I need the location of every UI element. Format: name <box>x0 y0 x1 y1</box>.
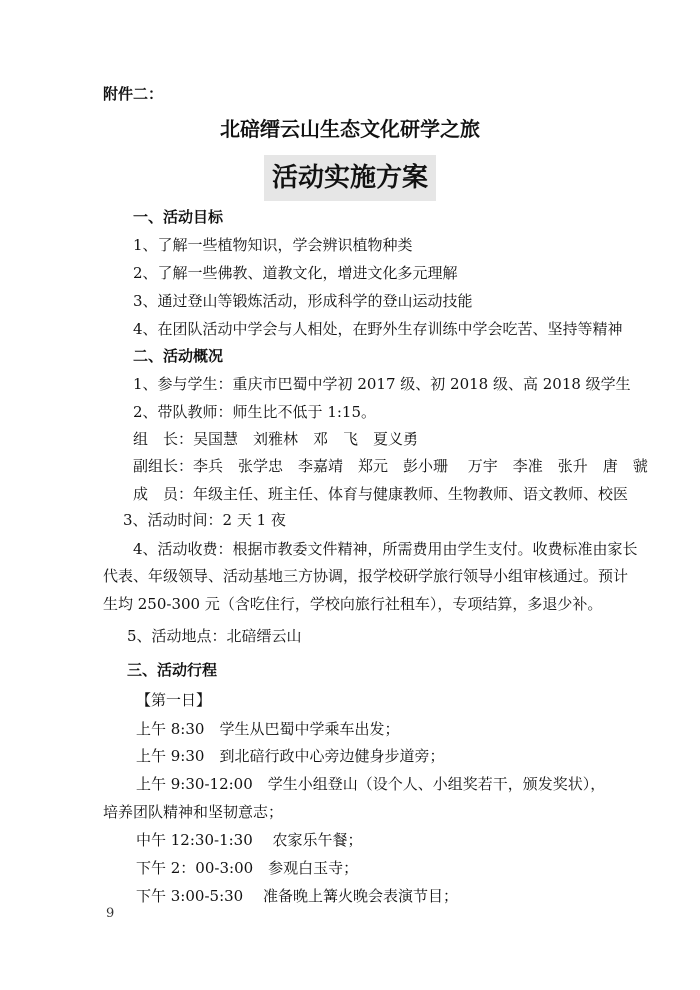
goal-item: 2、了解一些佛教、道教文化，增进文化多元理解 <box>133 264 458 282</box>
section-heading-overview: 二、活动概况 <box>133 347 224 365</box>
overview-leader: 组 长：吴国慧 刘雅林 邓 飞 夏义勇 <box>133 430 419 448</box>
overview-fee-line: 4、活动收费：根据市教委文件精神，所需费用由学生支付。收费标准由家长 <box>133 540 638 558</box>
overview-teachers: 2、带队教师：师生比不低于 1:15。 <box>133 403 376 421</box>
attachment-label: 附件二： <box>103 85 164 103</box>
itinerary-day-label: 【第一日】 <box>136 691 212 709</box>
itinerary-item: 中午 12:30-1:30 农家乐午餐； <box>136 831 363 849</box>
itinerary-item: 下午 3:00-5:30 准备晚上篝火晚会表演节目； <box>136 887 458 905</box>
itinerary-item: 下午 2：00-3:00 参观白玉寺； <box>136 859 359 877</box>
overview-vice-leader: 副组长：李兵 张学忠 李嘉靖 郑元 彭小珊 万宇 李准 张升 唐 虢 <box>133 457 648 475</box>
itinerary-item: 上午 9:30 到北碚行政中心旁边健身步道旁； <box>136 747 445 765</box>
itinerary-item: 上午 9:30-12:00 学生小组登山（设个人、小组奖若干，颁发奖状）， <box>136 775 606 793</box>
itinerary-item: 上午 8:30 学生从巴蜀中学乘车出发； <box>136 720 400 738</box>
overview-time: 3、活动时间：2 天 1 夜 <box>123 511 286 529</box>
overview-participants: 1、参与学生：重庆市巴蜀中学初 2017 级、初 2018 级、高 2018 级学生 <box>133 375 631 393</box>
itinerary-item: 培养团队精神和坚韧意志； <box>103 803 284 821</box>
overview-location: 5、活动地点：北碚缙云山 <box>127 627 302 645</box>
section-heading-goals: 一、活动目标 <box>133 208 224 226</box>
goal-item: 1、了解一些植物知识，学会辨识植物种类 <box>133 236 413 254</box>
overview-members: 成 员：年级主任、班主任、体育与健康教师、生物教师、语文教师、校医 <box>133 485 629 503</box>
subtitle-wrapper <box>0 155 700 201</box>
overview-fee-line: 生均 250-300 元（含吃住行，学校向旅行社租车），专项结算，多退少补。 <box>103 595 603 613</box>
overview-fee-line: 代表、年级领导、活动基地三方协调，报学校研学旅行领导小组审核通过。预计 <box>103 567 629 585</box>
document-title: 北碚缙云山生态文化研学之旅 <box>220 117 480 141</box>
goal-item: 3、通过登山等锻炼活动，形成科学的登山运动技能 <box>133 292 473 310</box>
document-subtitle: 活动实施方案 <box>264 155 436 201</box>
section-heading-itinerary: 三、活动行程 <box>127 661 218 679</box>
page-number: 9 <box>106 906 115 921</box>
goal-item: 4、在团队活动中学会与人相处，在野外生存训练中学会吃苦、坚持等精神 <box>133 320 623 338</box>
